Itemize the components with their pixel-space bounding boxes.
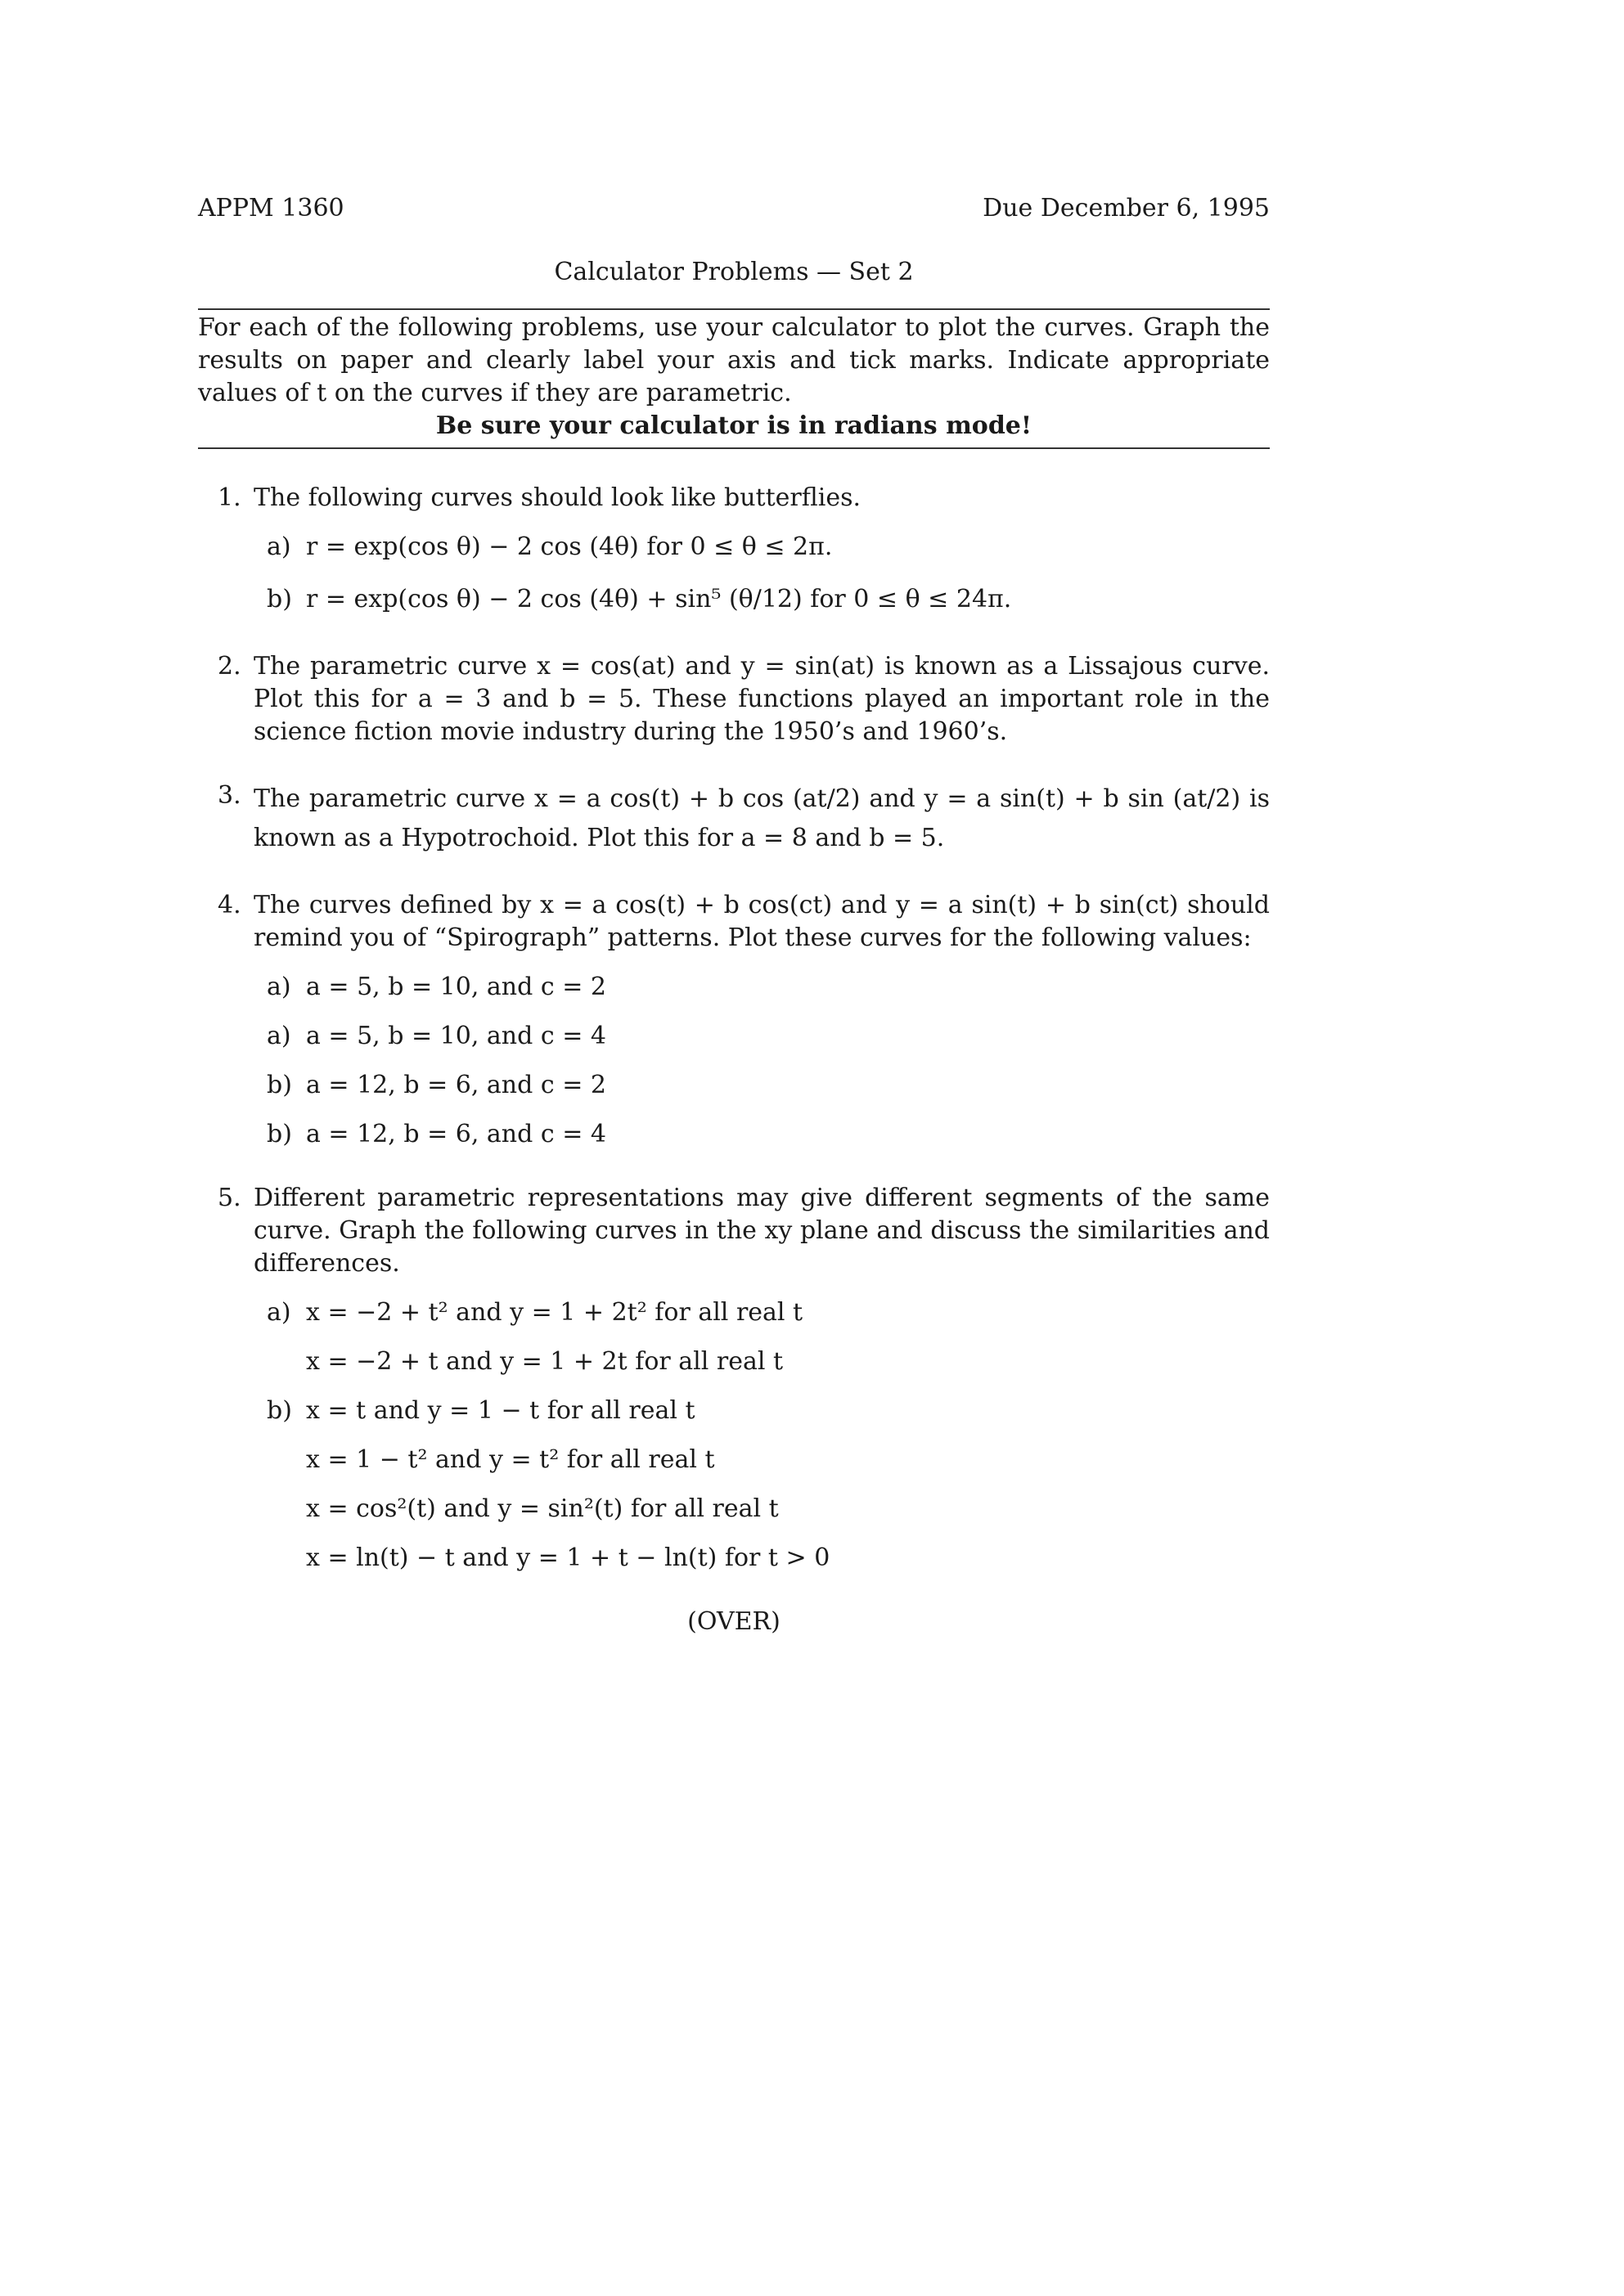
sub-item-text: r = exp(cos θ) − 2 cos (4θ) + sin⁵ (θ/12) for 0 ≤ θ ≤ 24π. bbox=[306, 585, 1012, 613]
sub-item-label: b) bbox=[267, 585, 292, 613]
problem-text: Different parametric representations may give different segments of the same curve. Graph the following curves in the xy plane and discuss the similarities and differences. bbox=[254, 1184, 1270, 1278]
sub-item-text: a = 12, b = 6, and c = 2 bbox=[306, 1071, 606, 1099]
sub-item-label: a) bbox=[267, 1298, 291, 1327]
problem-text: The following curves should look like butterflies. bbox=[254, 483, 861, 512]
sub-item bbox=[254, 1118, 1270, 1151]
document-subtitle: Calculator Problems — Set 2 bbox=[554, 258, 914, 286]
problem-list bbox=[198, 482, 1270, 1575]
sub-item-continuation: x = 1 − t² and y = t² for all real t bbox=[306, 1445, 715, 1474]
sub-item-text: a = 12, b = 6, and c = 4 bbox=[306, 1120, 606, 1148]
due-date: Due December 6, 1995 bbox=[983, 194, 1270, 222]
sub-item-continuation: x = −2 + t and y = 1 + 2t for all real t bbox=[306, 1347, 784, 1376]
bottom-divider bbox=[198, 447, 1270, 449]
sub-item-text: a = 5, b = 10, and c = 4 bbox=[306, 1022, 606, 1050]
problem-number: 4. bbox=[218, 891, 241, 919]
sub-item-label: a) bbox=[267, 1022, 291, 1050]
problem-4 bbox=[198, 889, 1270, 1151]
sub-item-text: x = −2 + t² and y = 1 + 2t² for all real t bbox=[306, 1298, 803, 1327]
sub-item-continuation: x = cos²(t) and y = sin²(t) for all real t bbox=[306, 1494, 779, 1523]
problem-number: 2. bbox=[218, 652, 241, 681]
intro-paragraph: For each of the following problems, use your calculator to plot the curves. Graph the results on paper and clearly label your axis and tick marks. Indicate appropriate values of t on the curves if they are parametric. bbox=[198, 313, 1270, 407]
sub-item bbox=[254, 1296, 1270, 1329]
sub-item-label: b) bbox=[267, 1396, 292, 1425]
radians-warning: Be sure your calculator is in radians mode! bbox=[435, 411, 1032, 440]
page-header bbox=[198, 192, 1270, 228]
sub-item-text: x = t and y = 1 − t for all real t bbox=[306, 1396, 695, 1425]
problem-text: The curves defined by x = a cos(t) + b cos(ct) and y = a sin(t) + b sin(ct) should remind you of “Spirograph” patterns. Plot these curves for the following values: bbox=[254, 891, 1270, 952]
sub-item-label: b) bbox=[267, 1120, 292, 1148]
problem-3 bbox=[198, 780, 1270, 858]
sub-item-label: b) bbox=[267, 1071, 292, 1099]
sub-item-text: a = 5, b = 10, and c = 2 bbox=[306, 973, 606, 1001]
sub-item bbox=[254, 1020, 1270, 1053]
sub-item bbox=[254, 531, 1270, 564]
problem-5 bbox=[198, 1182, 1270, 1575]
problem-1 bbox=[198, 482, 1270, 619]
top-divider bbox=[198, 308, 1270, 310]
sub-item bbox=[254, 1395, 1270, 1427]
sub-item-text: r = exp(cos θ) − 2 cos (4θ) for 0 ≤ θ ≤ 2π. bbox=[306, 532, 833, 561]
sub-item-label: a) bbox=[267, 532, 291, 561]
sub-item bbox=[254, 971, 1270, 1004]
problem-number: 1. bbox=[218, 483, 241, 512]
sub-item bbox=[254, 1069, 1270, 1102]
problem-text: The parametric curve x = a cos(t) + b cos (at/2) and y = a sin(t) + b sin (at/2) is known as a Hypotrochoid. Plot this for a = 8 and b = 5. bbox=[254, 784, 1270, 852]
problem-2 bbox=[198, 650, 1270, 748]
course-code: APPM 1360 bbox=[198, 194, 344, 222]
over-indicator: (OVER) bbox=[687, 1607, 781, 1636]
document-page bbox=[198, 192, 1270, 1638]
sub-item-continuation: x = ln(t) − t and y = 1 + t − ln(t) for t > 0 bbox=[306, 1543, 830, 1572]
sub-item bbox=[254, 580, 1270, 619]
problem-number: 3. bbox=[218, 781, 241, 810]
sub-item-label: a) bbox=[267, 973, 291, 1001]
problem-number: 5. bbox=[218, 1184, 241, 1212]
problem-text: The parametric curve x = cos(at) and y = sin(at) is known as a Lissajous curve. Plot this for a = 3 and b = 5. These functions played an important role in the science fiction movie industry during the 1950’s and 1960’s. bbox=[254, 652, 1270, 746]
